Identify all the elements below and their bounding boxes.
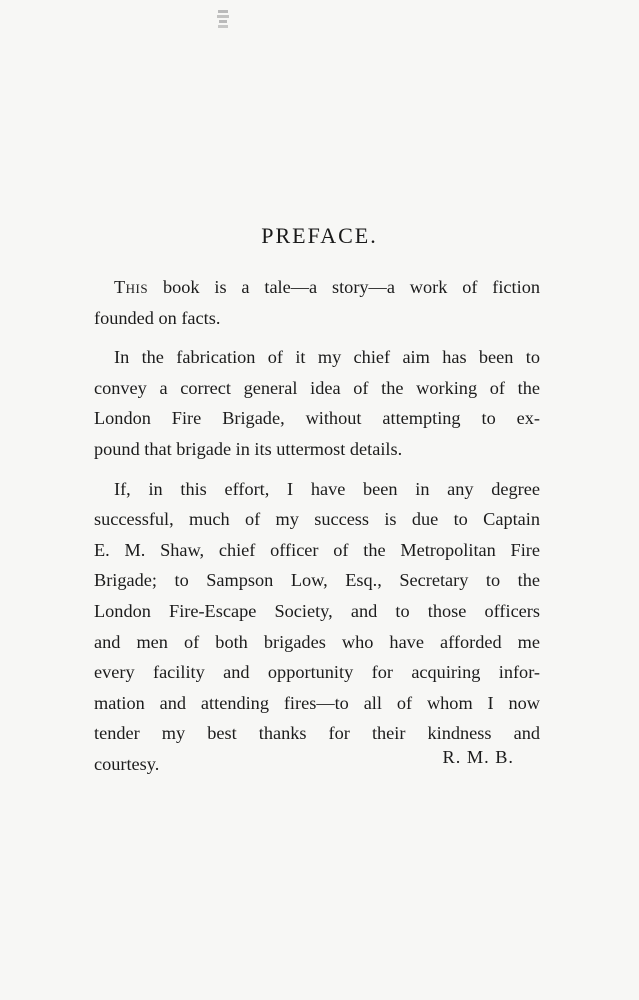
text-line: courtesy. — [94, 753, 160, 774]
text-line: Brigade; to Sampson Low, Esq., Secretary to the — [94, 570, 540, 591]
text-line: pound that brigade in its uttermost details. — [94, 438, 403, 459]
text-line: successful, much of my success is due to Captain — [94, 509, 540, 530]
text-line: and men of both brigades who have afforded me — [94, 631, 540, 652]
text-line: London Fire Brigade, without attempting to ex- — [94, 408, 540, 429]
preface-body — [94, 272, 540, 789]
text-line: London Fire-Escape Society, and to those officers — [94, 600, 540, 621]
text-line: mation and attending fires—to all of whom I now — [94, 692, 540, 713]
text-line: every facility and opportunity for acquiring infor- — [94, 662, 540, 683]
paragraph-3 — [94, 474, 540, 780]
paragraph-1 — [94, 272, 540, 333]
text-line: If, in this effort, I have been in any degree — [114, 478, 540, 499]
printer-mark-icon — [216, 8, 230, 30]
author-initials: R. M. B. — [442, 747, 514, 767]
paragraph-2 — [94, 342, 540, 464]
page-title: PREFACE. — [261, 223, 378, 248]
text-line: tender my best thanks for their kindness and — [94, 723, 540, 744]
text-line: In the fabrication of it my chief aim has been to — [114, 347, 540, 368]
text-line: This book is a tale—a story—a work of fiction — [114, 277, 540, 297]
text-line: E. M. Shaw, chief officer of the Metropolitan Fire — [94, 539, 540, 560]
drop-lead-word: This — [114, 277, 149, 297]
text-line: convey a correct general idea of the working of the — [94, 377, 540, 398]
text-line: founded on facts. — [94, 307, 221, 328]
